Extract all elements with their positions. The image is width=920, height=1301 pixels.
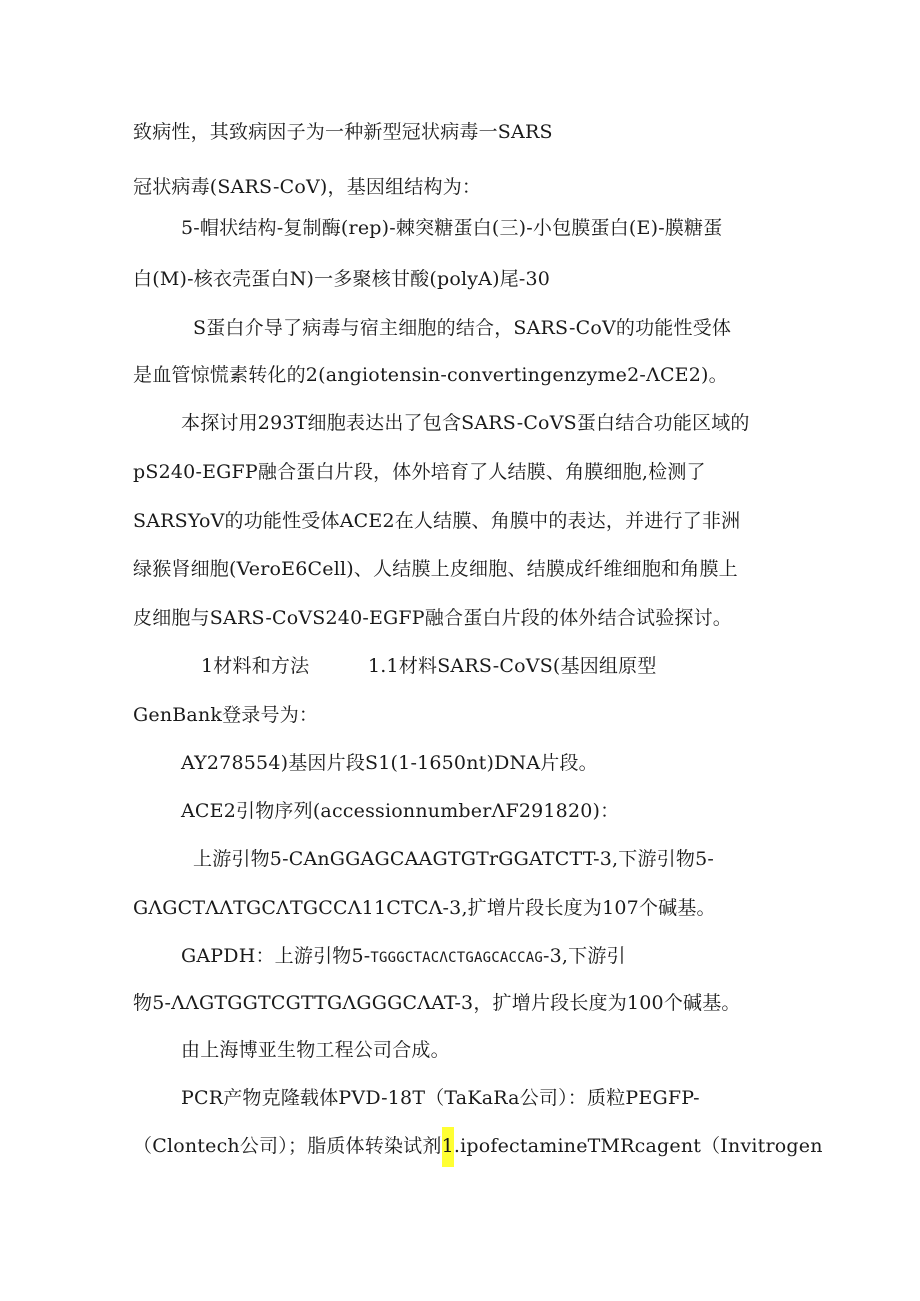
lipofectamine-text: .ipofectamineTMRcagent（Invitrogen [453, 1135, 823, 1157]
text-line-5: S蛋白介导了病毒与宿主细胞的结合，SARS-CoV的功能性受体 [193, 317, 732, 339]
text-line-9: SARSYoV的功能性受体ACE2在人结膜、角膜中的表达，并进行了非洲 [133, 510, 741, 532]
section-heading: 1材料和方法 [201, 655, 310, 677]
subsection-heading: 1.1材料SARS-CoVS(基因组原型 [368, 655, 657, 677]
transfection-reagent-label: （Clontech公司）；脂质体转染试剂 [133, 1135, 442, 1157]
text-line-2: 冠状病毒(SARS-CoV)，基因组结构为： [133, 176, 482, 198]
text-line-20: 由上海博亚生物工程公司合成。 [181, 1039, 450, 1061]
text-line-14: AY278554)基因片段S1(1-1650nt)DNA片段。 [181, 752, 598, 774]
gapdh-downstream-label: -3,下游引 [542, 945, 626, 967]
text-line-10: 绿猴肾细胞(VeroE6Cell)、人结膜上皮细胞、结膜成纤维细胞和角膜上 [133, 558, 738, 580]
text-line-16: 上游引物5-CAnGGAGCAAGTGTrGGATCTT-3,下游引物5- [193, 848, 714, 870]
text-line-4: 白(M)-核衣壳蛋白N)一多聚核甘酸(polyA)尾-30 [133, 268, 551, 290]
text-line-3: 5-帽状结构-复制酶(rep)-棘突糖蛋白(三)-小包膜蛋白(E)-膜糖蛋 [181, 217, 723, 239]
text-line-6: 是血管惊慌素转化的2(angiotensin-convertingenzyme2-ΛCE2)。 [133, 364, 728, 386]
text-line-13: GenBank登录号为： [133, 704, 319, 726]
gapdh-primer-sequence: TGGGCTACΛCTGAGCACCAG [370, 950, 543, 966]
text-line-21: PCR产物克隆载体PVD-18T（TaKaRa公司）：质粒PEGFP- [181, 1087, 700, 1109]
text-line-22 [133, 1133, 823, 1159]
text-line-1: 致病性，其致病因子为一种新型冠状病毒一SARS [133, 121, 553, 143]
text-line-17: GΛGCTΛΛTGCΛTGCCΛ11CTCΛ-3,扩增片段长度为107个碱基。 [133, 897, 716, 919]
text-line-8: pS240-EGFP融合蛋白片段，体外培育了人结膜、角膜细胞,检测了 [133, 461, 706, 483]
text-line-11: 皮细胞与SARS-CoVS240-EGFP融合蛋白片段的体外结合试验探讨。 [133, 607, 732, 629]
text-line-15: ACE2引物序列(accessionnumberΛF291820)： [181, 800, 620, 822]
gapdh-label: GAPDH：上游引物5- [181, 945, 371, 967]
text-line-19: 物5-ΛΛGTGGTCGTTGΛGGGCΛAT-3，扩增片段长度为100个碱基。 [133, 992, 741, 1014]
text-line-18 [181, 943, 626, 971]
highlighted-character: 1 [442, 1127, 454, 1167]
text-line-7: 本探讨用293T细胞表达出了包含SARS-CoVS蛋白结合功能区域的 [181, 412, 750, 434]
